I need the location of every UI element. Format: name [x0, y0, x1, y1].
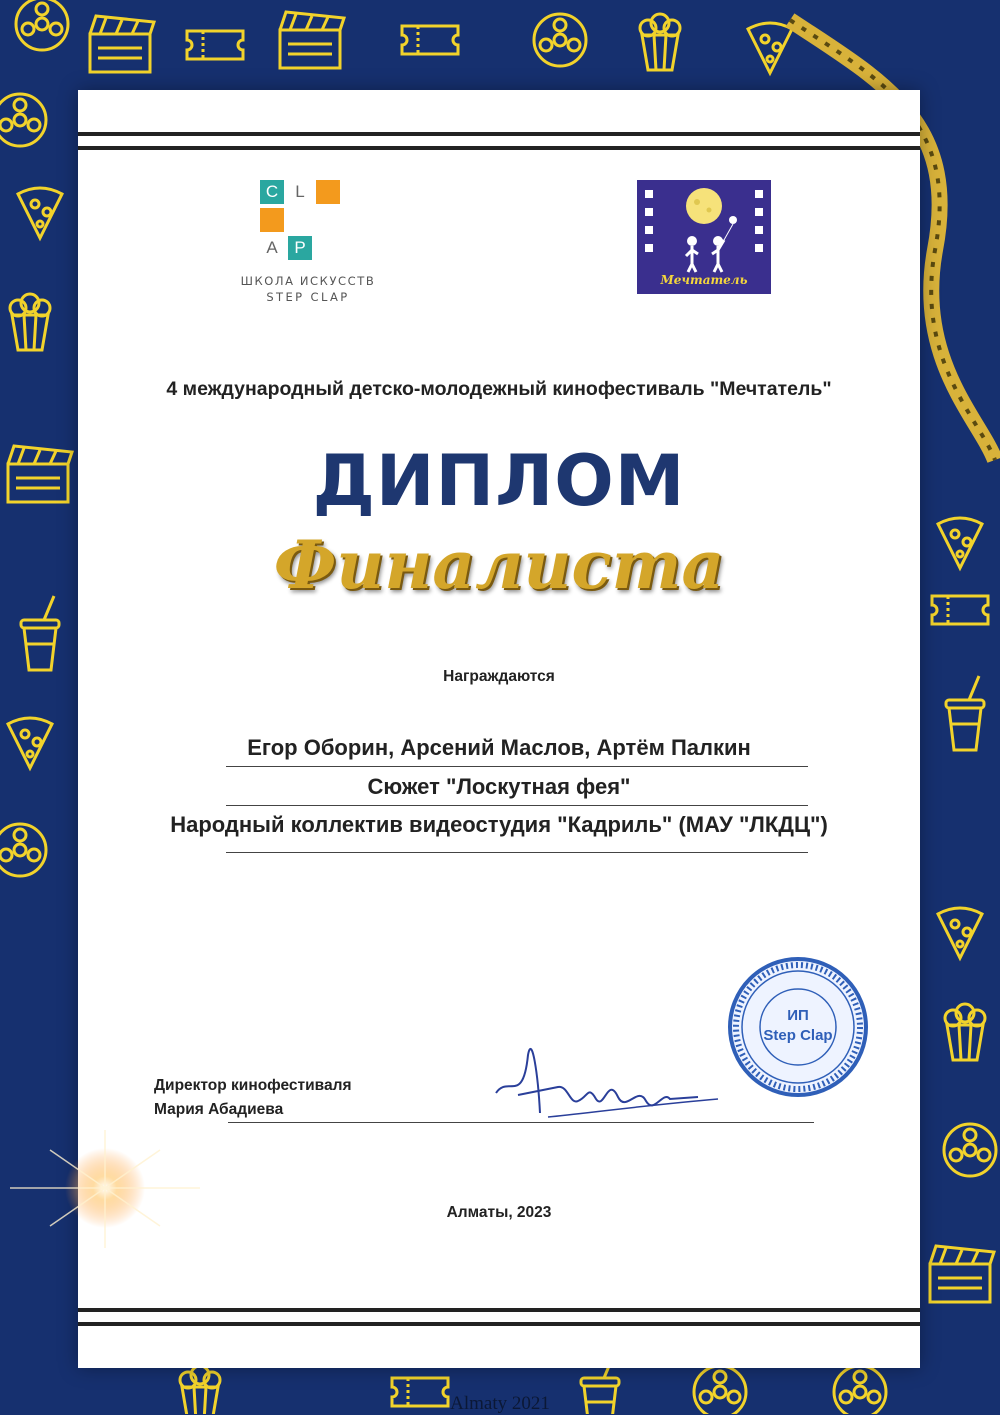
organization-underline: [226, 852, 808, 853]
clap-letter-l: L: [288, 180, 312, 204]
recipient-names: Егор Оборин, Арсений Маслов, Артём Палкин: [247, 735, 751, 760]
festival-title: 4 международный детско-молодежный кинофестиваль "Мечтатель": [166, 378, 832, 400]
director-block: [154, 1074, 352, 1122]
step-clap-stamp: [725, 954, 871, 1100]
bottom-rule-2: [78, 1322, 920, 1326]
clap-school-label: ШКОЛА ИСКУССТВ: [240, 274, 376, 288]
diploma-subtitle: Финалиста: [273, 526, 725, 604]
city-year: Алматы, 2023: [446, 1204, 552, 1221]
recipient-plot: Сюжет "Лоскутная фея": [367, 774, 631, 799]
director-signature: [488, 1035, 728, 1135]
recipient-underline: [226, 766, 808, 767]
clap-square-orange: [316, 180, 340, 204]
clap-letter-p: P: [288, 236, 312, 260]
signature-line: [228, 1122, 814, 1123]
clap-name-label: STEP CLAP: [266, 290, 350, 304]
director-name: Мария Абадиева: [154, 1101, 284, 1118]
clap-letter-c: C: [260, 180, 284, 204]
stamp-line-1: ИП: [787, 1007, 809, 1024]
clap-letter-a: A: [260, 236, 284, 260]
top-rule-2: [78, 146, 920, 150]
dreamer-logo-name: Мечтатель: [660, 273, 748, 287]
bottom-rule: [78, 1308, 920, 1312]
diploma-title: ДИПЛОМ: [312, 440, 686, 522]
director-title: Директор кинофестиваля: [154, 1077, 352, 1094]
plot-underline: [226, 805, 808, 806]
recipient-organization: Народный коллектив видеостудия "Кадриль" (МАУ "ЛКДЦ"): [170, 812, 828, 837]
footer-text: Almaty 2021: [450, 1393, 550, 1414]
stamp-line-2: Step Clap: [763, 1027, 833, 1044]
dreamer-logo: [637, 180, 771, 294]
clap-logo: [240, 180, 448, 310]
lens-flare-icon: [0, 1130, 250, 1250]
clap-square-orange-2: [260, 208, 284, 232]
awarded-label: Награждаются: [443, 668, 555, 685]
top-rule: [78, 132, 920, 136]
